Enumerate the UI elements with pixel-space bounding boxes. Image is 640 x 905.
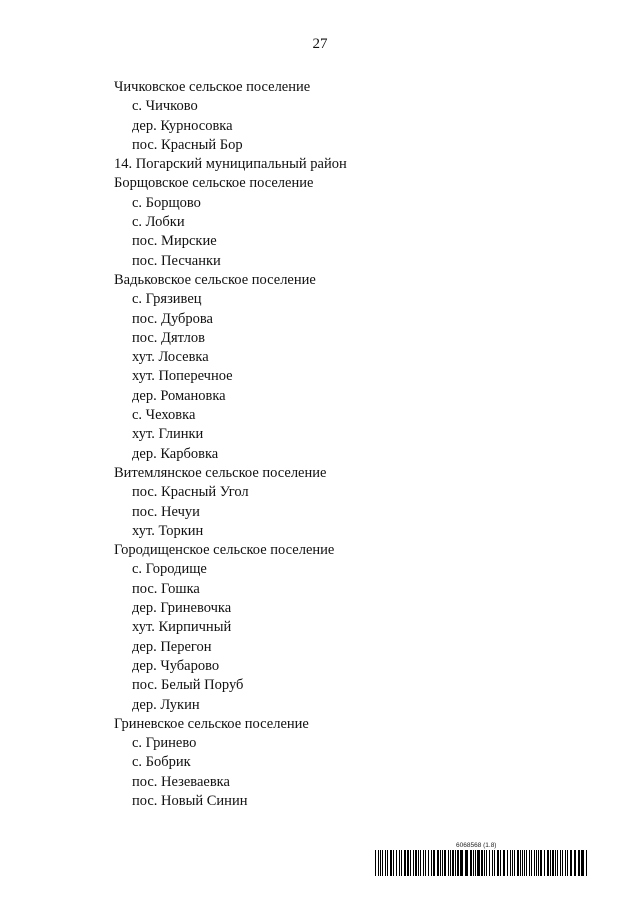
barcode-bar: [380, 850, 381, 876]
settlement-item: с. Грязивец: [132, 291, 202, 308]
barcode-bar: [492, 850, 493, 876]
barcode-bar: [428, 850, 429, 876]
barcode-bar: [431, 850, 432, 876]
settlement-item: хут. Лосевка: [132, 349, 209, 366]
barcode-bar: [382, 850, 383, 876]
barcode-bar: [574, 850, 576, 876]
barcode-bar: [570, 850, 572, 876]
settlement-item: пос. Гошка: [132, 580, 200, 597]
barcode-bar: [404, 850, 406, 876]
settlement-item: хут. Глинки: [132, 426, 204, 443]
settlement-list: [114, 78, 347, 811]
settlement-item: дер. Курносовка: [132, 117, 233, 134]
barcode-bar: [413, 850, 414, 876]
barcode-bar: [460, 850, 463, 876]
barcode-bar: [475, 850, 476, 876]
document-code: 6068568 (1.8): [456, 842, 497, 849]
barcode-bar: [481, 850, 483, 876]
barcode-bar: [520, 850, 521, 876]
barcode-bar: [473, 850, 474, 876]
barcode-bar: [385, 850, 386, 876]
barcode-bar: [465, 850, 468, 876]
settlement-item: пос. Дуброва: [132, 310, 213, 327]
barcode-bar: [517, 850, 519, 876]
barcode-bar: [489, 850, 490, 876]
settlement-item: пос. Белый Поруб: [132, 677, 244, 694]
settlement-item: дер. Лукин: [132, 696, 200, 713]
section-heading: Вадьковское сельское поселение: [114, 271, 316, 288]
barcode-bar: [538, 850, 539, 876]
barcode-bar: [420, 850, 421, 876]
barcode-bar: [407, 850, 409, 876]
barcode-bar: [410, 850, 411, 876]
barcode-bar: [507, 850, 508, 876]
settlement-item: хут. Поперечное: [132, 368, 233, 385]
settlement-item: хут. Торкин: [132, 522, 204, 539]
settlement-item: с. Борщово: [132, 194, 201, 211]
barcode-bar: [423, 850, 424, 876]
settlement-item: с. Чеховка: [132, 407, 196, 424]
barcode-bar: [503, 850, 505, 876]
barcode-bar: [550, 850, 551, 876]
barcode-bar: [578, 850, 580, 876]
barcode-bar: [557, 850, 558, 876]
barcode-bar: [567, 850, 568, 876]
barcode-bar: [531, 850, 532, 876]
settlement-item: с. Городище: [132, 561, 207, 578]
settlement-item: дер. Романовка: [132, 387, 226, 404]
barcode-bar: [529, 850, 530, 876]
barcode-bar: [450, 850, 451, 876]
barcode-bar: [415, 850, 417, 876]
barcode-bar: [375, 850, 376, 876]
barcode-bar: [437, 850, 439, 876]
barcode-bar: [399, 850, 400, 876]
section-heading: Чичковское сельское поселение: [114, 79, 311, 95]
settlement-item: хут. Кирпичный: [132, 619, 232, 636]
barcode-bar: [452, 850, 454, 876]
settlement-item: дер. Чубарово: [132, 657, 220, 674]
settlement-item: пос. Нечуи: [132, 503, 200, 520]
barcode-bar: [444, 850, 446, 876]
barcode-bar: [560, 850, 561, 876]
section-heading: Витемлянское сельское поселение: [114, 464, 327, 481]
barcode-bar: [547, 850, 549, 876]
section-heading: Борщовское сельское поселение: [114, 175, 314, 192]
barcode-bar: [470, 850, 472, 876]
settlement-item: пос. Дятлов: [132, 329, 205, 346]
barcode-bar: [393, 850, 394, 876]
barcode-bar: [440, 850, 441, 876]
settlement-item: дер. Гриневочка: [132, 600, 232, 617]
settlement-item: с. Лобки: [132, 214, 185, 231]
barcode-bar: [586, 850, 587, 876]
settlement-item: дер. Перегон: [132, 638, 212, 655]
barcode-bar: [552, 850, 554, 876]
barcode-bar: [524, 850, 525, 876]
barcode-image: [375, 850, 587, 876]
barcode-bar: [455, 850, 456, 876]
barcode-bar: [540, 850, 542, 876]
page-number: 27: [312, 36, 328, 52]
barcode-bar: [562, 850, 563, 876]
barcode-bar: [457, 850, 459, 876]
settlement-item: дер. Карбовка: [132, 445, 219, 462]
barcode-bar: [536, 850, 537, 876]
barcode-bar: [581, 850, 584, 876]
section-heading: 14. Погарский муниципальный район: [114, 156, 347, 173]
section-heading: Гриневское сельское поселение: [114, 715, 309, 732]
barcode-bar: [418, 850, 419, 876]
barcode-bar: [565, 850, 566, 876]
barcode-bar: [378, 850, 379, 876]
barcode-bar: [544, 850, 545, 876]
barcode-bar: [512, 850, 513, 876]
settlement-item: пос. Мирские: [132, 233, 217, 250]
barcode-bar: [448, 850, 449, 876]
settlement-item: с. Бобрик: [132, 754, 191, 771]
settlement-item: с. Гринево: [132, 735, 197, 752]
barcode-bar: [500, 850, 501, 876]
section-heading: Городищенское сельское поселение: [114, 542, 335, 559]
settlement-item: пос. Новый Синин: [132, 792, 248, 809]
barcode-bar: [486, 850, 487, 876]
barcode-bar: [534, 850, 535, 876]
barcode-bar: [526, 850, 527, 876]
barcode-bar: [477, 850, 480, 876]
barcode-bar: [510, 850, 511, 876]
barcode-bar: [514, 850, 515, 876]
settlement-item: пос. Красный Угол: [132, 484, 249, 501]
barcode-bar: [497, 850, 499, 876]
settlement-item: пос. Незеваевка: [132, 773, 230, 790]
barcode-bar: [522, 850, 523, 876]
barcode-bar: [390, 850, 392, 876]
settlement-item: с. Чичково: [132, 98, 198, 115]
barcode-bar: [425, 850, 426, 876]
barcode-bar: [401, 850, 402, 876]
barcode-bar: [494, 850, 495, 876]
barcode-bar: [433, 850, 435, 876]
barcode-bar: [442, 850, 443, 876]
barcode-bar: [555, 850, 556, 876]
barcode-bar: [396, 850, 397, 876]
barcode-bar: [387, 850, 388, 876]
barcode-bar: [484, 850, 485, 876]
settlement-item: пос. Песчанки: [132, 252, 221, 269]
settlement-item: пос. Красный Бор: [132, 136, 243, 153]
